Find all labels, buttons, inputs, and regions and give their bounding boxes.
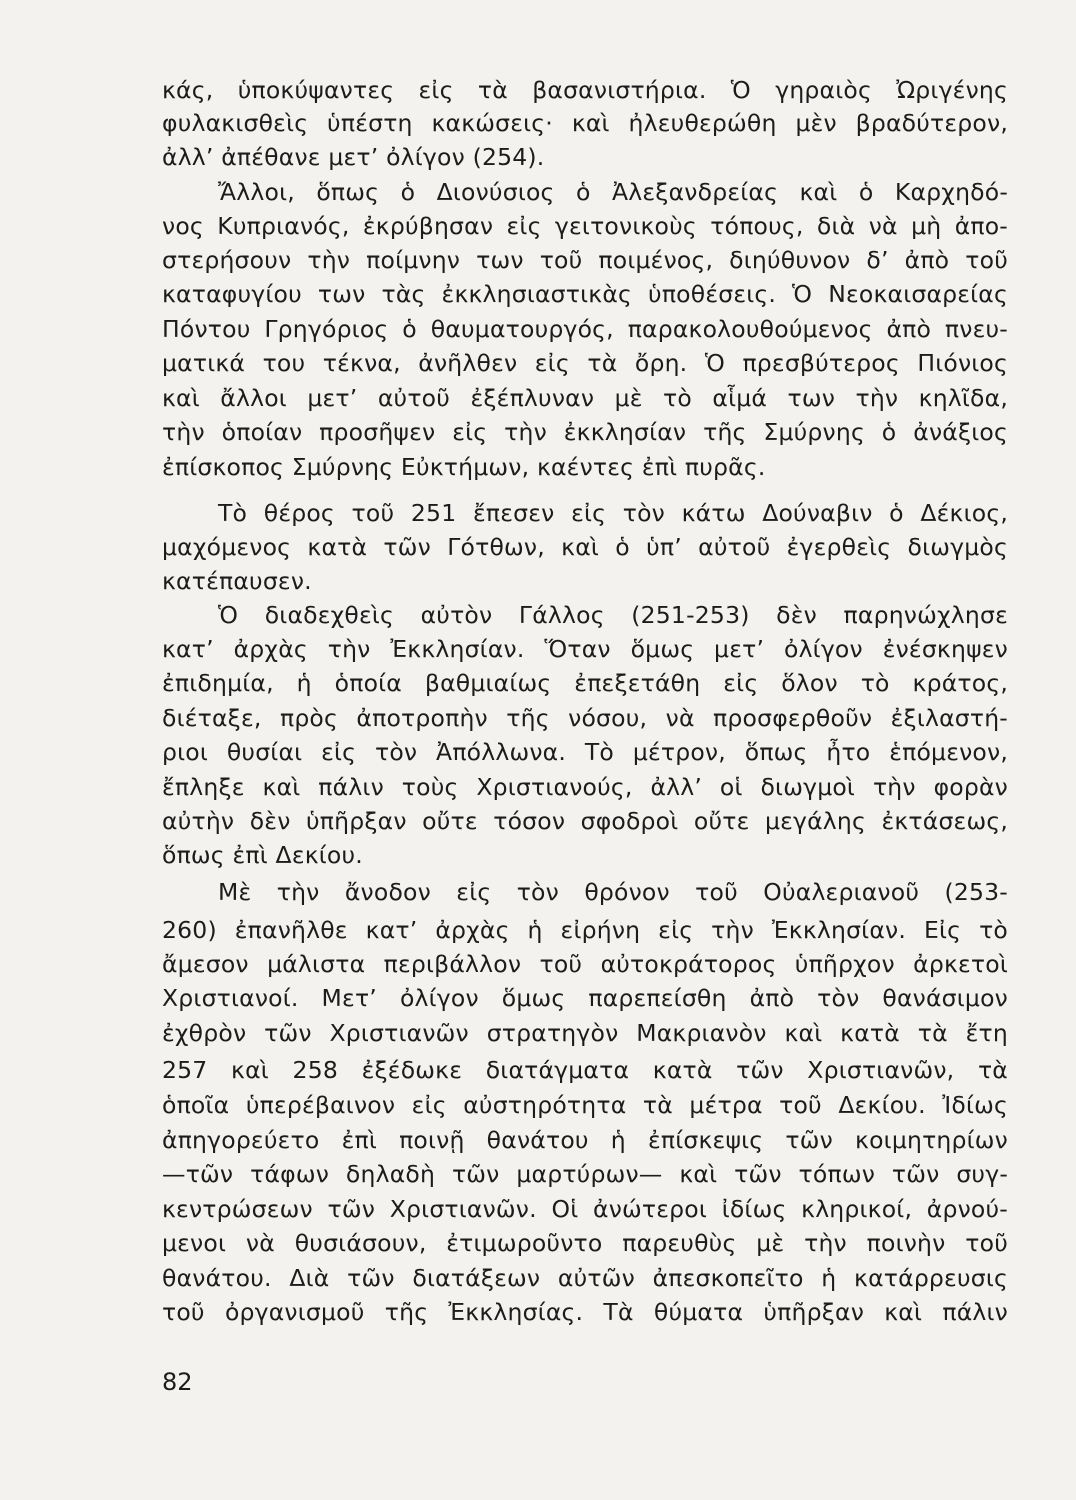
text-line: —τῶν τάφων δηλαδὴ τῶν μαρτύρων— καὶ τῶν τόπων τῶν συγ-	[162, 1160, 1008, 1188]
text-line: ὁποῖα ὑπερέβαινον εἰς αὐστηρότητα τὰ μέτρα τοῦ Δεκίου. Ἰδίως	[162, 1091, 1008, 1119]
text-line: νος Κυπριανός, ἐκρύβησαν εἰς γειτονικοὺς τόπους, διὰ νὰ μὴ ἀπο-	[162, 212, 1008, 240]
text-line: 260) ἐπανῆλθε κατ’ ἀρχὰς ἡ εἰρήνη εἰς τὴν Ἐκκλησίαν. Εἰς τὸ	[162, 916, 1008, 944]
text-line: ἐπίσκοπος Σμύρνης Εὐκτήμων, καέντες ἐπὶ πυρᾶς.	[162, 453, 766, 481]
text-line: 257 καὶ 258 ἐξέδωκε διατάγματα κατὰ τῶν Χριστιανῶν, τὰ	[162, 1056, 1008, 1084]
text-line: μαχόμενος κατὰ τῶν Γότθων, καὶ ὁ ὑπ’ αὐτοῦ ἐγερθεὶς διωγμὸς	[162, 533, 1008, 561]
text-line: Χριστιανοί. Μετ’ ὀλίγον ὅμως παρεπείσθη ἀπὸ τὸν θανάσιμον	[162, 984, 1008, 1012]
text-line: θανάτου. Διὰ τῶν διατάξεων αὐτῶν ἀπεσκοπεῖτο ἡ κατάρρευσις	[162, 1264, 1008, 1292]
text-line: Μὲ τὴν ἄνοδον εἰς τὸν θρόνον τοῦ Οὐαλεριανοῦ (253-	[218, 878, 1008, 906]
page-number: 82	[162, 1368, 193, 1396]
text-line: ματικά του τέκνα, ἀνῆλθεν εἰς τὰ ὄρη. Ὁ πρεσβύτερος Πιόνιος	[162, 349, 1008, 377]
text-line: Ἄλλοι, ὅπως ὁ Διονύσιος ὁ Ἀλεξανδρείας καὶ ὁ Καρχηδό-	[218, 178, 1008, 206]
text-line: ἔπληξε καὶ πάλιν τοὺς Χριστιανούς, ἀλλ’ οἱ διωγμοὶ τὴν φορὰν	[162, 773, 1008, 801]
text-line: καταφυγίου των τὰς ἐκκλησιαστικὰς ὑποθέσεις. Ὁ Νεοκαισαρείας	[162, 280, 1008, 308]
text-line: κατέπαυσεν.	[162, 567, 312, 595]
text-line: αὐτὴν δὲν ὑπῆρξαν οὔτε τόσον σφοδροὶ οὔτε μεγάλης ἐκτάσεως,	[162, 807, 1008, 835]
text-line: κάς, ὑποκύψαντες εἰς τὰ βασανιστήρια. Ὁ γηραιὸς Ὠριγένης	[162, 76, 1008, 104]
text-line: τὴν ὁποίαν προσῆψεν εἰς τὴν ἐκκλησίαν τῆς Σμύρνης ὁ ἀνάξιος	[162, 418, 1008, 446]
text-line: ὅπως ἐπὶ Δεκίου.	[162, 841, 363, 869]
text-line: ἐχθρὸν τῶν Χριστιανῶν στρατηγὸν Μακριανὸν καὶ κατὰ τὰ ἔτη	[162, 1019, 1008, 1047]
text-line: καὶ ἄλλοι μετ’ αὐτοῦ ἐξέπλυναν μὲ τὸ αἷμά των τὴν κηλῖδα,	[162, 384, 1008, 412]
text-line: ἐπιδημία, ἡ ὁποία βαθμιαίως ἐπεξετάθη εἰς ὅλον τὸ κράτος,	[162, 669, 1008, 697]
text-line: διέταξε, πρὸς ἀποτροπὴν τῆς νόσου, νὰ προσφερθοῦν ἐξιλαστή-	[162, 704, 1008, 732]
text-line: ριοι θυσίαι εἰς τὸν Ἀπόλλωνα. Τὸ μέτρον, ὅπως ἦτο ἑπόμενον,	[162, 738, 1008, 766]
text-line: τοῦ ὀργανισμοῦ τῆς Ἐκκλησίας. Τὰ θύματα ὑπῆρξαν καὶ πάλιν	[162, 1298, 1008, 1326]
text-line: φυλακισθεὶς ὑπέστη κακώσεις· καὶ ἠλευθερώθη μὲν βραδύτερον,	[162, 109, 1008, 137]
text-line: ἄμεσον μάλιστα περιβάλλον τοῦ αὐτοκράτορος ὑπῆρχον ἀρκετοὶ	[162, 950, 1008, 978]
text-line: Πόντου Γρηγόριος ὁ θαυματουργός, παρακολουθούμενος ἀπὸ πνευ-	[162, 315, 1008, 343]
text-line: ἀλλ’ ἀπέθανε μετ’ ὀλίγον (254).	[162, 143, 545, 171]
text-line: Ὁ διαδεχθεὶς αὐτὸν Γάλλος (251-253) δὲν παρηνώχλησε	[218, 601, 1008, 629]
text-line: κεντρώσεων τῶν Χριστιανῶν. Οἱ ἀνώτεροι ἰδίως κληρικοί, ἀρνού-	[162, 1195, 1008, 1223]
text-line: ἀπηγορεύετο ἐπὶ ποινῇ θανάτου ἡ ἐπίσκεψις τῶν κοιμητηρίων	[162, 1126, 1008, 1154]
text-line: Τὸ θέρος τοῦ 251 ἔπεσεν εἰς τὸν κάτω Δούναβιν ὁ Δέκιος,	[218, 499, 1008, 527]
text-line: μενοι νὰ θυσιάσουν, ἐτιμωροῦντο παρευθὺς μὲ τὴν ποινὴν τοῦ	[162, 1229, 1008, 1257]
text-line: στερήσουν τὴν ποίμνην των τοῦ ποιμένος, διηύθυνον δ’ ἀπὸ τοῦ	[162, 246, 1008, 274]
text-line: κατ’ ἀρχὰς τὴν Ἐκκλησίαν. Ὅταν ὅμως μετ’ ὀλίγον ἐνέσκηψεν	[162, 635, 1008, 663]
